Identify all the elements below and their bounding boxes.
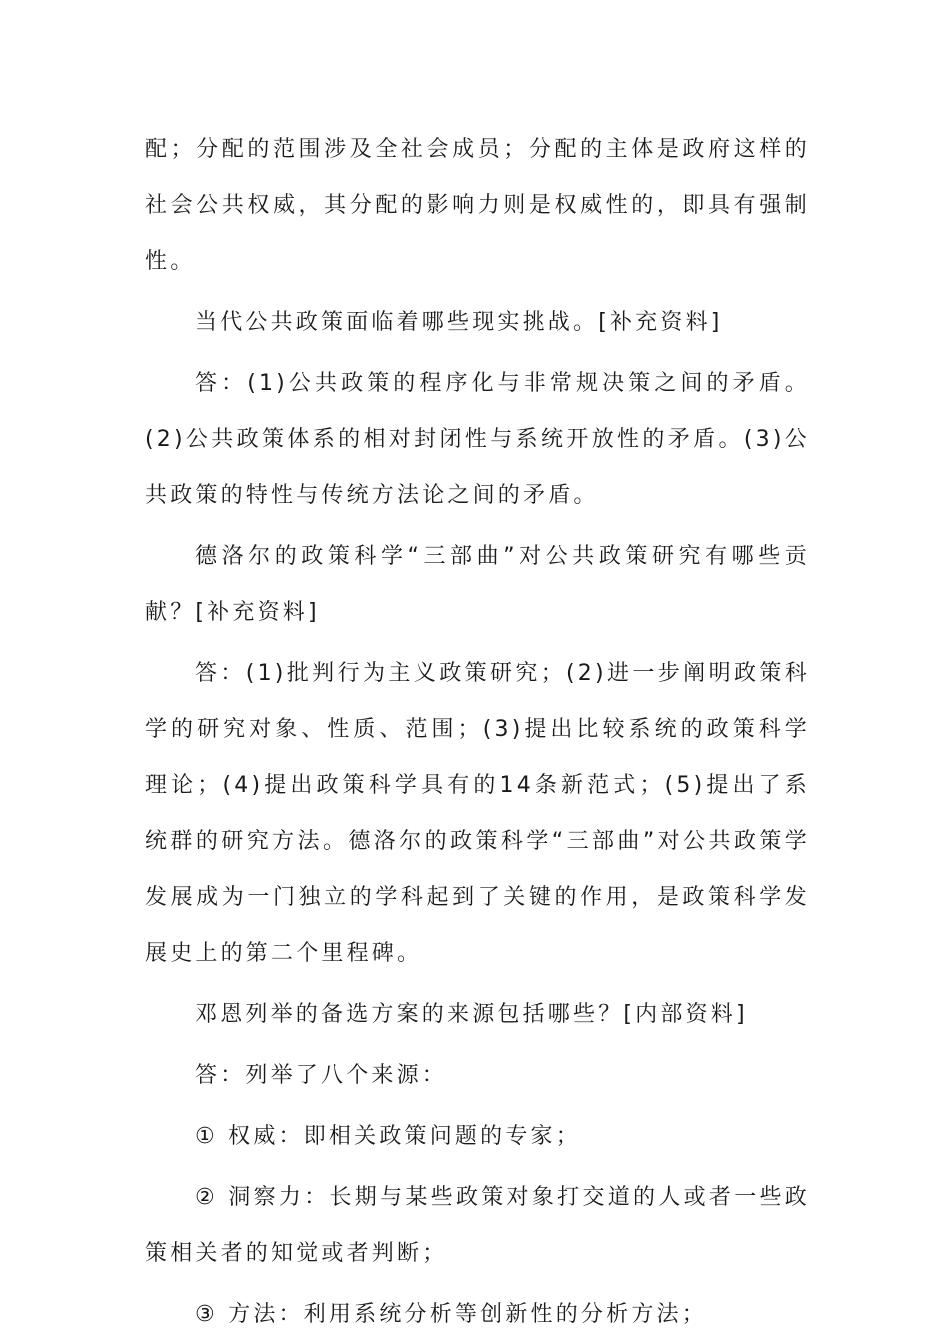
- list-item: ① 权威：即相关政策问题的专家；: [195, 1124, 581, 1149]
- answer-dunn-intro: 答：列举了八个来源：: [195, 1063, 448, 1088]
- paragraph-continuation: 配；分配的范围涉及全社会成员；分配的主体是政府这样的社会公共权威，其分配的影响力则是权威性的，即具有强制性。: [145, 137, 810, 274]
- answer-dror-trilogy: 答：(1)批判行为主义政策研究；(2)进一步阐明政策科学的研究对象、性质、范围；(3)提出比较系统的政策科学理论；(4)提出政策科学具有的14条新范式；(5)提出了系统群的研究方法。德洛尔的政策科学“三部曲”对公共政策学发展成为一门独立的学科起到了关键的作用，是政策科学发展史上的第二个里程碑。: [145, 661, 810, 966]
- list-item: ③ 方法：利用系统分析等创新性的分析方法；: [195, 1302, 707, 1327]
- question-dunn-sources: 邓恩列举的备选方案的来源包括哪些？[内部资料]: [195, 1002, 748, 1027]
- document-page: [145, 122, 810, 1343]
- list-item: ② 洞察力：长期与某些政策对象打交道的人或者一些政策相关者的知觉或者判断；: [145, 1185, 810, 1266]
- question-challenges: 当代公共政策面临着哪些现实挑战。[补充资料]: [195, 310, 723, 335]
- answer-challenges: 答：(1)公共政策的程序化与非常规决策之间的矛盾。(2)公共政策体系的相对封闭性与系统开放性的矛盾。(3)公共政策的特性与传统方法论之间的矛盾。: [145, 371, 810, 508]
- question-dror-trilogy: 德洛尔的政策科学“三部曲”对公共政策研究有哪些贡献？[补充资料]: [145, 544, 810, 625]
